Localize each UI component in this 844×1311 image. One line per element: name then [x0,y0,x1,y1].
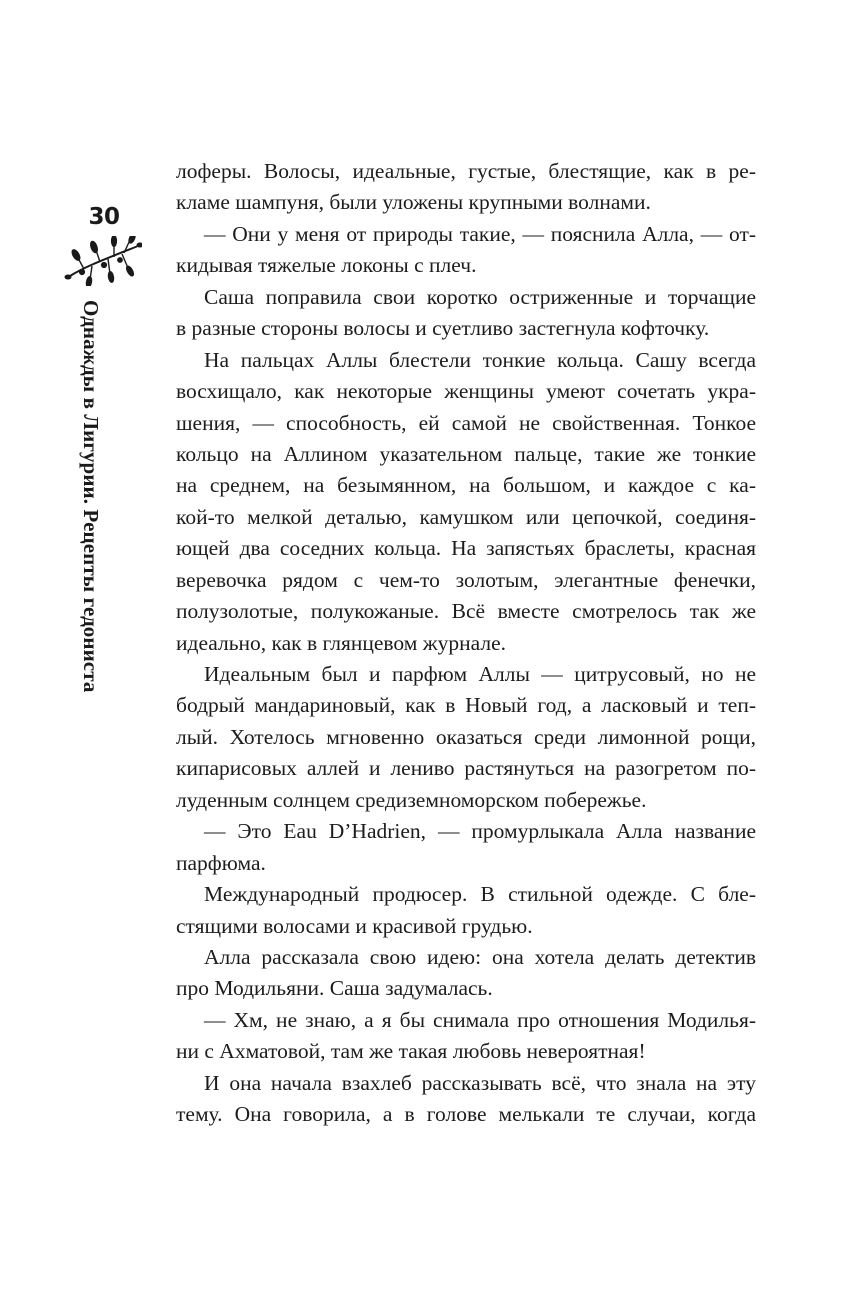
text-line: веревочка рядом с чем-то золотым, элегантные фенечки, [176,567,756,592]
text-line: лоферы. Волосы, идеальные, густые, блестящие, как в ре- [176,159,756,183]
text-line: бодрый мандариновый, как в Новый год, а ласковый и теп- [176,693,756,718]
text-line: На пальцах Аллы блестели тонкие кольца. Сашу всегда [204,347,756,372]
text-line: Международный продюсер. В стильной одежде. С бле- [204,882,756,907]
text-line: луденным солнцем средиземноморском побережье. [176,787,647,812]
text-line: И она начала взахлеб рассказывать всё, что знала на эту [204,1070,756,1095]
text-line: восхищало, как некоторые женщины умеют сочетать укра- [176,379,756,404]
text-line: шения, — способность, ей самой не свойственная. Тонкое [176,410,756,435]
running-title: Однажды в Лигурии. Рецепты гедониста [79,300,103,693]
text-line: — Это Eau D’Hadrien, — промурлыкала Алла название [204,819,756,844]
text-line: ни с Ахматовой, там же такая любовь невероятная! [176,1039,646,1064]
text-line: кламе шампуня, были уложены крупными волнами. [176,190,651,215]
text-line: тему. Она говорила, а в голове мелькали те случаи, когда [176,1102,756,1127]
body-text [176,156,756,1131]
text-line: — Хм, не знаю, а я бы снимала про отношения Модилья- [204,1007,756,1032]
text-line: идеально, как в глянцевом журнале. [176,630,506,655]
text-line: ющей два соседних кольца. На запястьях браслеты, красная [176,536,756,561]
text-line: кольцо на Аллином указательном пальце, такие же тонкие [176,441,756,466]
text-line: в разные стороны волосы и суетливо застегнула кофточку. [176,316,710,341]
text-line: парфюма. [176,850,266,875]
text-line: на среднем, на безымянном, на большом, и каждое с ка- [176,473,756,498]
olive-branch-icon [64,236,142,286]
text-line: стящими волосами и красивой грудью. [176,913,533,938]
text-line: кидывая тяжелые локоны с плеч. [176,253,477,278]
text-line: — Они у меня от природы такие, — пояснила Алла, — от- [204,221,756,246]
text-line: Саша поправила свои коротко остриженные и торчащие [204,284,756,309]
text-line: лый. Хотелось мгновенно оказаться среди лимонной рощи, [176,724,756,749]
text-line: полузолотые, полукожаные. Всё вместе смотрелось так же [176,599,756,624]
text-line: кипарисовых аллей и лениво растянуться на разогретом по- [176,756,756,781]
text-line: про Модильяни. Саша задумалась. [176,976,493,1001]
page-number: 30 [88,204,120,230]
text-line: кой-то мелкой деталью, камушком или цепочкой, соединя- [176,504,756,529]
text-line: Идеальным был и парфюм Аллы — цитрусовый, но не [204,662,756,686]
text-line: Алла рассказала свою идею: она хотела делать детектив [204,944,756,969]
